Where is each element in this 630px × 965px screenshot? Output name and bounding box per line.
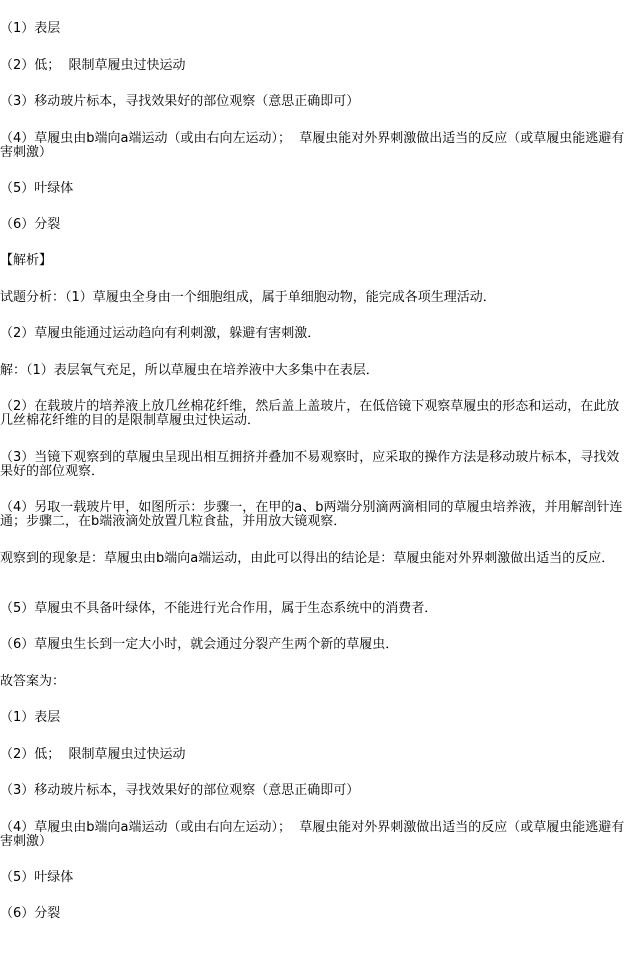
- analysis-2: （2）草履虫能通过运动趋向有利刺激，躲避有害刺激．: [0, 326, 321, 341]
- conclusion-heading: 故答案为：: [0, 674, 66, 689]
- analysis-8: （5）草履虫不具备叶绿体，不能进行光合作用，属于生态系统中的消费者．: [0, 601, 438, 616]
- answer-bottom-4: （4）草履虫由b端向a端运动（或由右向左运动）； 草履虫能对外界刺激做出适当的反应（或草履虫能逃避有害刺激）: [0, 820, 625, 849]
- analysis-5: （3）当镜下观察到的草履虫呈现出相互拥挤并叠加不易观察时，应采取的操作方法是移动玻片标本，寻找效果好的部位观察．: [0, 450, 620, 479]
- analysis-4: （2）在载玻片的培养液上放几丝棉花纤维，然后盖上盖玻片，在低倍镜下观察草履虫的形态和运动，在此放几丝棉花纤维的目的是限制草履虫过快运动．: [0, 399, 620, 428]
- analysis-9: （6）草履虫生长到一定大小时，就会通过分裂产生两个新的草履虫．: [0, 637, 399, 652]
- answer-bottom-3: （3）移动玻片标本，寻找效果好的部位观察（意思正确即可）: [0, 783, 360, 798]
- analysis-1: 试题分析：（1）草履虫全身由一个细胞组成，属于单细胞动物，能完成各项生理活动．: [0, 290, 496, 305]
- answer-top-3: （3）移动玻片标本，寻找效果好的部位观察（意思正确即可）: [0, 94, 360, 109]
- answer-top-6: （6）分裂: [0, 217, 61, 232]
- answer-bottom-2: （2）低； 限制草履虫过快运动: [0, 747, 186, 762]
- answer-top-1: （1）表层: [0, 21, 61, 36]
- analysis-heading: 【解析】: [0, 253, 53, 268]
- answer-top-5: （5）叶绿体: [0, 181, 74, 196]
- answer-bottom-1: （1）表层: [0, 710, 61, 725]
- analysis-3: 解：（1）表层氧气充足，所以草履虫在培养液中大多集中在表层．: [0, 363, 379, 378]
- answer-top-4: （4）草履虫由b端向a端运动（或由右向左运动）； 草履虫能对外界刺激做出适当的反应（或草履虫能逃避有害刺激）: [0, 131, 625, 160]
- answer-top-2: （2）低； 限制草履虫过快运动: [0, 58, 186, 73]
- answer-bottom-6: （6）分裂: [0, 906, 61, 921]
- analysis-7: 观察到的现象是：草履虫由b端向a端运动，由此可以得出的结论是：草履虫能对外界刺激做出适当的反应．: [0, 551, 615, 566]
- answer-bottom-5: （5）叶绿体: [0, 870, 74, 885]
- analysis-6: （4）另取一载玻片甲，如图所示：步骤一，在甲的a、b两端分别滴两滴相同的草履虫培养液，并用解剖针连通；步骤二，在b端液滴处放置几粒食盐，并用放大镜观察．: [0, 500, 623, 529]
